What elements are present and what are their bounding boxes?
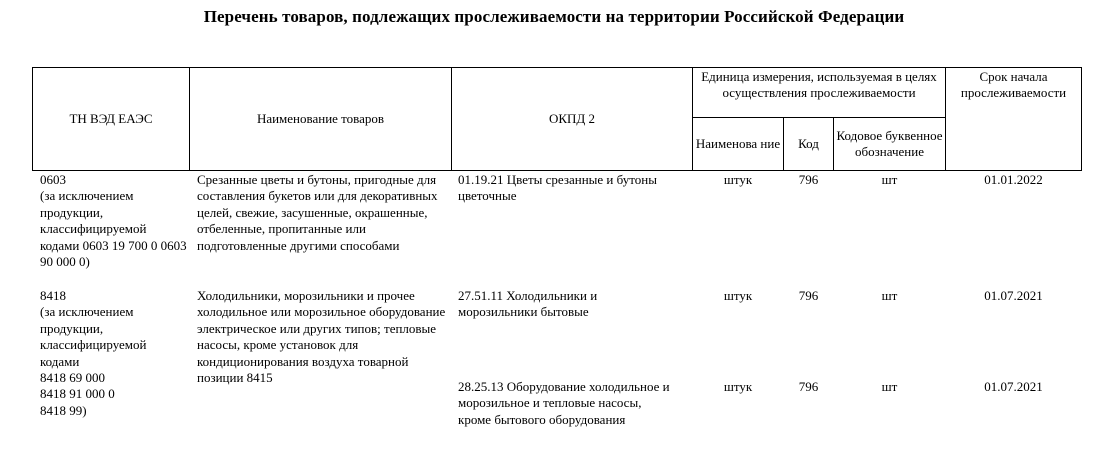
row2-unit-name-2: штук (723, 379, 753, 394)
row1-start-date: 01.01.2022 (984, 172, 1043, 187)
header-unit-code: Код (798, 135, 819, 151)
col-divider (692, 67, 693, 171)
row2-product-name: Холодильники, морозильники и прочее холодильное или морозильное оборудование электрическое или других типов; тепловые насосы, кроме установок для кондиционирования воздуха товарной позиции 8415 (197, 288, 446, 386)
row2-unit-name-1: штук (723, 288, 753, 303)
row1-tnved: 0603 (за исключением продукции, классифицируемой кодами 0603 19 700 0 0603 90 000 0) (40, 172, 187, 270)
header-unit-name: Наименова ние (695, 135, 781, 151)
header-unit-letter-code: Кодовое буквенное обозначение (836, 127, 943, 159)
header-okpd: ОКПД 2 (548, 110, 596, 126)
header-tnved: ТН ВЭД ЕАЭС (69, 110, 153, 126)
header-product-name: Наименование товаров (256, 110, 385, 126)
row1-product-name: Срезанные цветы и бутоны, пригодные для составления букетов или для декоративных целей, свежие, засушенные, окрашенные, отбеленные, пропитанные или подготовленные другими способами (197, 172, 438, 253)
header-start-date: Срок начала прослеживаемости (960, 69, 1067, 101)
row1-unit-name: штук (723, 172, 753, 187)
row2-start-date-1: 01.07.2021 (984, 288, 1043, 303)
row2-unit-code-1: 796 (798, 288, 819, 303)
row1-unit-letter: шт (881, 172, 898, 187)
row2-okpd-2: 28.25.13 Оборудование холодильное и морозильное и тепловые насосы, кроме бытового оборудования (458, 379, 670, 427)
row2-okpd-1: 27.51.11 Холодильники и морозильники бытовые (458, 288, 598, 320)
row1-okpd: 01.19.21 Цветы срезанные и бутоны цветочные (458, 172, 657, 204)
row2-unit-code-2: 796 (798, 379, 819, 394)
row2-unit-letter-2: шт (881, 379, 898, 394)
page-title: Перечень товаров, подлежащих прослеживаемости на территории Российской Федерации (203, 7, 905, 26)
row1-unit-code: 796 (798, 172, 819, 187)
row2-unit-letter-1: шт (881, 288, 898, 303)
row2-start-date-2: 01.07.2021 (984, 379, 1043, 394)
row2-tnved: 8418 (за исключением продукции, классифицируемой кодами 8418 69 000 8418 91 000 0 8418 99) (40, 288, 147, 418)
traceability-table (32, 67, 1082, 451)
col-divider (1081, 67, 1082, 171)
header-unit-group: Единица измерения, используемая в целях осуществления прослеживаемости (701, 69, 937, 101)
